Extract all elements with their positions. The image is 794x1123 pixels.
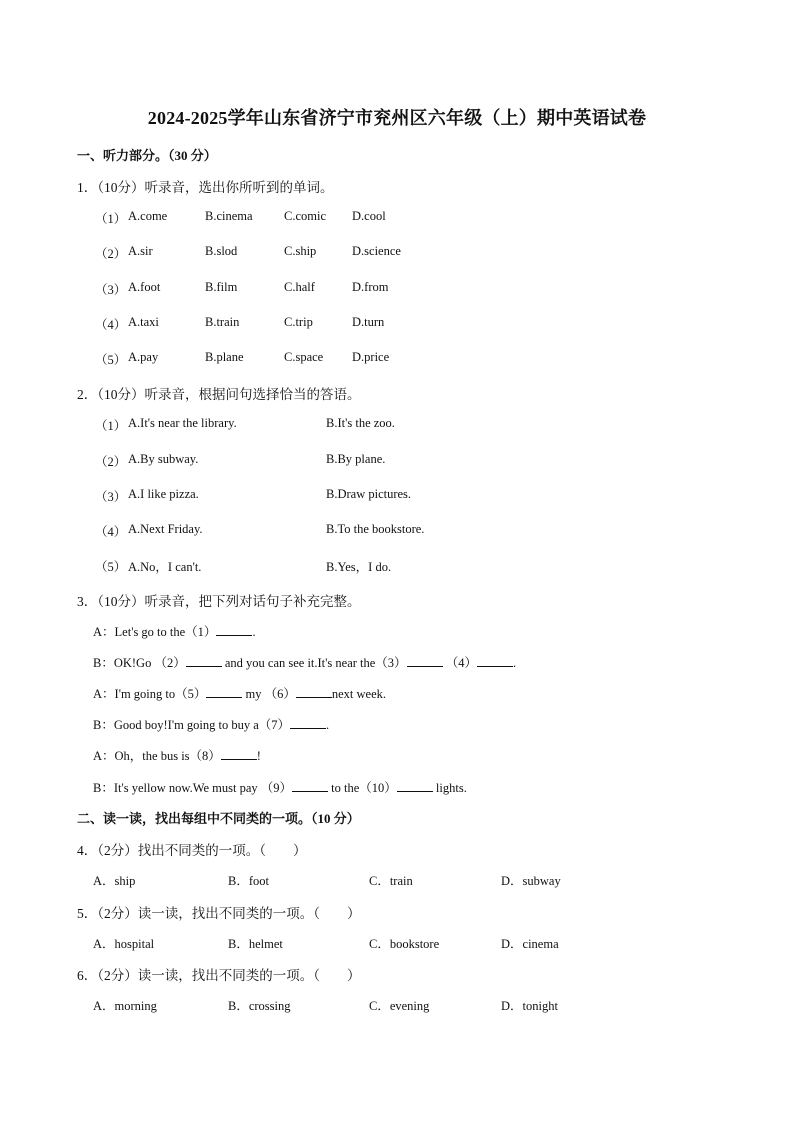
dialogue-text: !	[256, 749, 261, 763]
q4-option-a: A．ship	[93, 874, 136, 888]
q1-row4-num: （4）	[95, 318, 127, 332]
speaker-label: B：	[93, 718, 114, 732]
q1-row3-option-a: A.foot	[128, 280, 161, 294]
q1-row2-num: （2）	[95, 247, 127, 261]
q3-dialogue-line-6	[93, 778, 467, 796]
q5-option-c: C．bookstore	[369, 937, 440, 951]
answer-blank-10	[397, 779, 433, 792]
speaker-label: A：	[93, 687, 115, 701]
section-listening-heading: 一、听力部分。（30 分）	[77, 148, 217, 163]
answer-blank-7	[290, 716, 326, 729]
q6-option-b: B．crossing	[228, 999, 291, 1013]
q2-row4-option-b: B.To the bookstore.	[326, 522, 425, 536]
dialogue-text: It's yellow now.We must pay （9）	[113, 781, 293, 795]
q1-row1-option-b: B.cinema	[205, 209, 253, 223]
q1-row3-option-d: D.from	[352, 280, 389, 294]
q3-dialogue-line-2	[93, 653, 516, 671]
dialogue-text: .	[512, 656, 517, 670]
q2-row5-num: （5）	[95, 560, 127, 574]
q2-row4-option-a: A.Next Friday.	[128, 522, 203, 536]
question-5-stem: 5．（2分）读一读，找出不同类的一项。（ ）	[77, 906, 361, 921]
q2-row4-num: （4）	[95, 525, 127, 539]
q6-option-d: D．tonight	[501, 999, 558, 1013]
q2-row5-option-b: B.Yes，I do.	[326, 560, 392, 574]
q5-option-b: B．helmet	[228, 937, 283, 951]
q1-row1-num: （1）	[95, 212, 127, 226]
q5-option-d: D．cinema	[501, 937, 559, 951]
q3-dialogue-line-1	[93, 622, 256, 640]
dialogue-text: OK!Go （2）	[113, 656, 186, 670]
dialogue-text: Let's go to the（1）	[114, 625, 217, 639]
q1-row5-option-d: D.price	[352, 350, 390, 364]
q6-option-c: C．evening	[369, 999, 430, 1013]
q1-row5-option-b: B.plane	[205, 350, 244, 364]
q4-option-b: B．foot	[228, 874, 269, 888]
q1-row3-num: （3）	[95, 283, 127, 297]
q6-option-a: A．morning	[93, 999, 157, 1013]
section-reading-heading: 二、读一读，找出每组中不同类的一项。（10 分）	[77, 811, 360, 826]
dialogue-text: next week.	[331, 687, 387, 701]
q2-row3-num: （3）	[95, 490, 127, 504]
q2-row2-option-b: B.By plane.	[326, 452, 386, 466]
answer-blank-2	[186, 654, 222, 667]
q1-row4-option-c: C.trip	[284, 315, 313, 329]
q1-row2-option-c: C.ship	[284, 244, 317, 258]
q1-row2-option-a: A.sir	[128, 244, 153, 258]
dialogue-text: Good boy!I'm going to buy a（7）	[113, 718, 291, 732]
answer-blank-9	[292, 779, 328, 792]
q2-row1-num: （1）	[95, 419, 127, 433]
answer-blank-6	[296, 685, 332, 698]
speaker-label: B：	[93, 656, 114, 670]
answer-blank-1	[216, 623, 252, 636]
q4-option-d: D．subway	[501, 874, 561, 888]
exam-title: 2024-2025学年山东省济宁市兖州区六年级（上）期中英语试卷	[147, 108, 647, 128]
question-3-stem: 3．（10分）听录音，把下列对话句子补充完整。	[77, 594, 361, 609]
q1-row5-option-a: A.pay	[128, 350, 159, 364]
dialogue-text: （4）	[445, 656, 477, 670]
q3-dialogue-line-5	[93, 746, 261, 764]
q1-row1-option-a: A.come	[128, 209, 168, 223]
q2-row5-option-a: A.No，I can't.	[128, 560, 202, 574]
q2-row3-option-b: B.Draw pictures.	[326, 487, 412, 501]
q1-row3-option-b: B.film	[205, 280, 238, 294]
q1-row4-option-d: D.turn	[352, 315, 385, 329]
question-1-stem: 1．（10分）听录音，选出你所听到的单词。	[77, 180, 334, 195]
answer-blank-3	[407, 654, 443, 667]
q5-option-a: A．hospital	[93, 937, 155, 951]
q1-row4-option-b: B.train	[205, 315, 240, 329]
question-4-stem: 4．（2分）找出不同类的一项。（ ）	[77, 843, 307, 858]
q2-row1-option-b: B.It's the zoo.	[326, 416, 395, 430]
dialogue-text: Oh，the bus is（8）	[114, 749, 221, 763]
q2-row3-option-a: A.I like pizza.	[128, 487, 199, 501]
dialogue-text: lights.	[435, 781, 467, 795]
dialogue-text: .	[252, 625, 256, 639]
answer-blank-4	[477, 654, 513, 667]
q3-dialogue-line-4	[93, 715, 329, 733]
q1-row2-option-b: B.slod	[205, 244, 238, 258]
answer-blank-5	[206, 685, 242, 698]
q1-row1-option-c: C.comic	[284, 209, 327, 223]
answer-blank-8	[221, 747, 257, 760]
q3-dialogue-line-3	[93, 684, 386, 702]
q1-row3-option-c: C.half	[284, 280, 315, 294]
q2-row1-option-a: A.It's near the library.	[128, 416, 237, 430]
dialogue-text: .	[326, 718, 330, 732]
speaker-label: A：	[93, 749, 115, 763]
q1-row4-option-a: A.taxi	[128, 315, 159, 329]
q4-option-c: C．train	[369, 874, 413, 888]
q1-row5-option-c: C.space	[284, 350, 324, 364]
q1-row1-option-d: D.cool	[352, 209, 386, 223]
speaker-label: A：	[93, 625, 115, 639]
q2-row2-option-a: A.By subway.	[128, 452, 199, 466]
dialogue-text: I'm going to（5）	[114, 687, 207, 701]
speaker-label: B：	[93, 781, 114, 795]
q1-row5-num: （5）	[95, 353, 127, 367]
q2-row2-num: （2）	[95, 455, 127, 469]
dialogue-text: and you can see it.It's near the（3）	[224, 656, 407, 670]
dialogue-text: to the（10）	[331, 781, 397, 795]
dialogue-text: my （6）	[245, 687, 296, 701]
q1-row2-option-d: D.science	[352, 244, 401, 258]
question-6-stem: 6．（2分）读一读，找出不同类的一项。（ ）	[77, 968, 361, 983]
question-2-stem: 2．（10分）听录音，根据问句选择恰当的答语。	[77, 387, 361, 402]
